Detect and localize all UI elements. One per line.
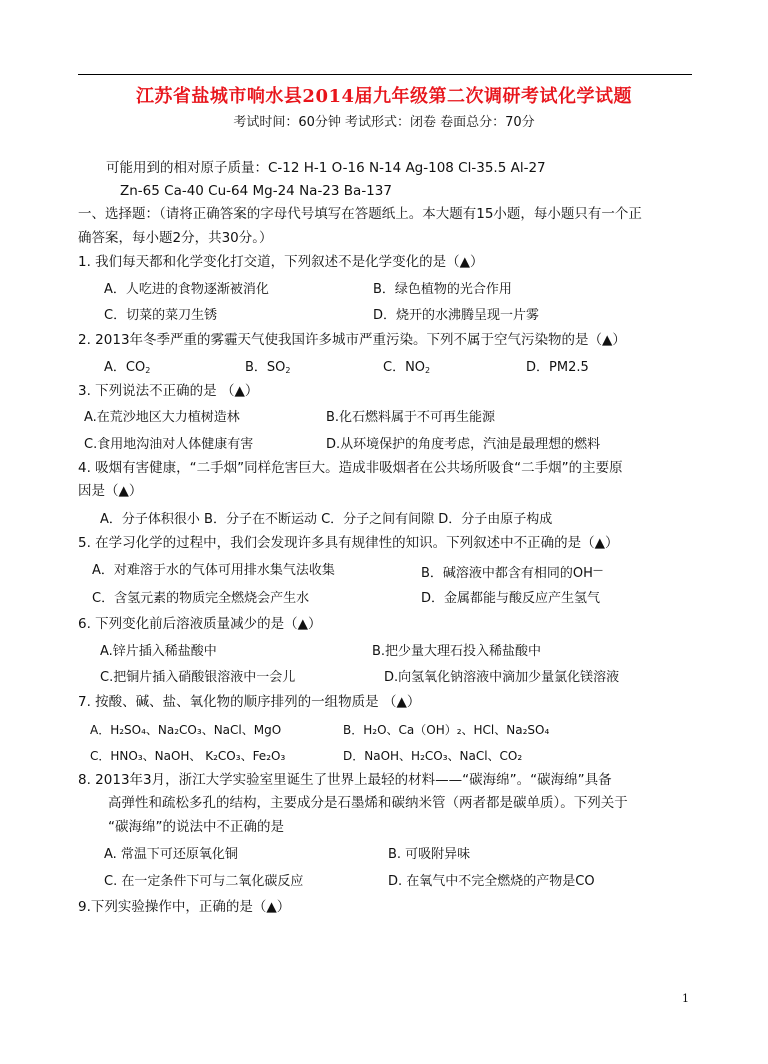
question-2-option-a <box>104 359 150 380</box>
question-7-option-c: C．HNO₃、NaOH、 K₂CO₃、Fe₂O₃ <box>90 749 286 763</box>
question-7-option-d: D．NaOH、H₂CO₃、NaCl、CO₂ <box>343 749 523 763</box>
superscript: — <box>592 565 603 576</box>
page-title: 江苏省盐城市响水县2014届九年级第二次调研考试化学试题 <box>135 86 633 107</box>
question-7-option-b: B．H₂O、Ca（OH）₂、HCl、Na₂SO₄ <box>343 723 550 737</box>
question-5-option-b <box>421 562 603 583</box>
question-6-option-a: A.锌片插入稀盐酸中 <box>100 644 217 659</box>
question-5-option-c: C．含氢元素的物质完全燃烧会产生水 <box>92 591 310 606</box>
subscript: 2 <box>145 366 151 375</box>
question-6-option-c: C.把铜片插入硝酸银溶液中一会儿 <box>100 670 296 685</box>
subscript: 2 <box>425 366 431 375</box>
question-3-stem: 3. 下列说法不正确的是 （▲） <box>78 383 259 399</box>
question-1-stem: 1. 我们每天都和化学变化打交道，下列叙述不是化学变化的是（▲） <box>78 254 484 270</box>
option-text: B．SO <box>245 360 286 375</box>
question-7-option-a: A．H₂SO₄、Na₂CO₃、NaCl、MgO <box>90 723 282 737</box>
question-2-option-c <box>383 359 430 380</box>
question-8-stem-3: “碳海绵”的说法中不正确的是 <box>108 819 284 835</box>
question-8-stem-2: 高弹性和疏松多孔的结构，主要成分是石墨烯和碳纳米管（两者都是碳单质）。下列关于 <box>108 795 628 811</box>
question-8-option-b: B. 可吸附异味 <box>388 847 471 862</box>
question-1-option-c: C．切菜的菜刀生锈 <box>104 308 218 323</box>
question-3-option-d: D.从环境保护的角度考虑，汽油是最理想的燃料 <box>326 437 601 452</box>
question-3-option-a: A.在荒沙地区大力植树造林 <box>84 410 240 425</box>
question-8-option-c: C. 在一定条件下可与二氧化碳反应 <box>104 874 304 889</box>
question-2-option-b <box>245 359 291 380</box>
section-instructions-2: 确答案，每小题2分，共30分。） <box>78 230 273 246</box>
option-text: A．CO <box>104 360 146 375</box>
question-3-option-b: B.化石燃料属于不可再生能源 <box>326 410 496 425</box>
question-2-option-d: D．PM2.5 <box>526 360 589 375</box>
question-6-option-b: B.把少量大理石投入稀盐酸中 <box>372 644 542 659</box>
question-6-stem: 6. 下列变化前后溶液质量减少的是（▲） <box>78 616 322 632</box>
question-7-stem: 7. 按酸、碱、盐、氧化物的顺序排列的一组物质是 （▲） <box>78 694 421 710</box>
question-5-option-a: A．对难溶于水的气体可用排水集气法收集 <box>92 563 335 578</box>
page-number: 1 <box>682 992 689 1005</box>
question-2-stem: 2. 2013年冬季严重的雾霾天气使我国许多城市严重污染。下列不属于空气污染物的是（▲） <box>78 332 626 348</box>
question-6-option-d: D.向氢氧化钠溶液中滴加少量氯化镁溶液 <box>384 670 620 685</box>
question-3-option-c: C.食用地沟油对人体健康有害 <box>84 437 254 452</box>
header-rule <box>78 74 692 75</box>
question-5-option-d: D．金属都能与酸反应产生氢气 <box>421 591 601 606</box>
question-1-option-d: D．烧开的水沸腾呈现一片雾 <box>373 308 540 323</box>
question-8-option-d: D. 在氧气中不完全燃烧的产物是CO <box>388 874 595 889</box>
exam-info: 考试时间：60分钟 考试形式：闭卷 卷面总分：70分 <box>233 115 535 130</box>
question-8-stem-1: 8. 2013年3月，浙江大学实验室里诞生了世界上最轻的材料——“碳海绵”。“碳海绵”具备 <box>78 772 612 788</box>
section-instructions-1: 一、选择题：（请将正确答案的字母代号填写在答题纸上。本大题有15小题，每小题只有一个正 <box>78 206 642 222</box>
question-5-stem: 5. 在学习化学的过程中，我们会发现许多具有规律性的知识。下列叙述中不正确的是（▲） <box>78 535 619 551</box>
subscript: 2 <box>285 366 291 375</box>
question-1-option-a: A．人吃进的食物逐渐被消化 <box>104 282 269 297</box>
question-1-option-b: B．绿色植物的光合作用 <box>373 282 512 297</box>
option-text: B．碱溶液中都含有相同的OH <box>421 566 593 581</box>
atomic-mass-line-1: 可能用到的相对原子质量：C-12 H-1 O-16 N-14 Ag-108 Cl-35.5 Al-27 <box>106 160 546 176</box>
question-4-stem-1: 4. 吸烟有害健康，“二手烟”同样危害巨大。造成非吸烟者在公共场所吸食“二手烟”的主要原 <box>78 460 623 476</box>
atomic-mass-line-2: Zn-65 Ca-40 Cu-64 Mg-24 Na-23 Ba-137 <box>120 183 392 199</box>
question-9-stem: 9.下列实验操作中，正确的是（▲） <box>78 899 291 915</box>
question-4-options: A．分子体积很小 B．分子在不断运动 C．分子之间有间隙 D．分子由原子构成 <box>100 512 553 527</box>
question-8-option-a: A. 常温下可还原氧化铜 <box>104 847 238 862</box>
option-text: C．NO <box>383 360 426 375</box>
question-4-stem-2: 因是（▲） <box>78 483 143 499</box>
